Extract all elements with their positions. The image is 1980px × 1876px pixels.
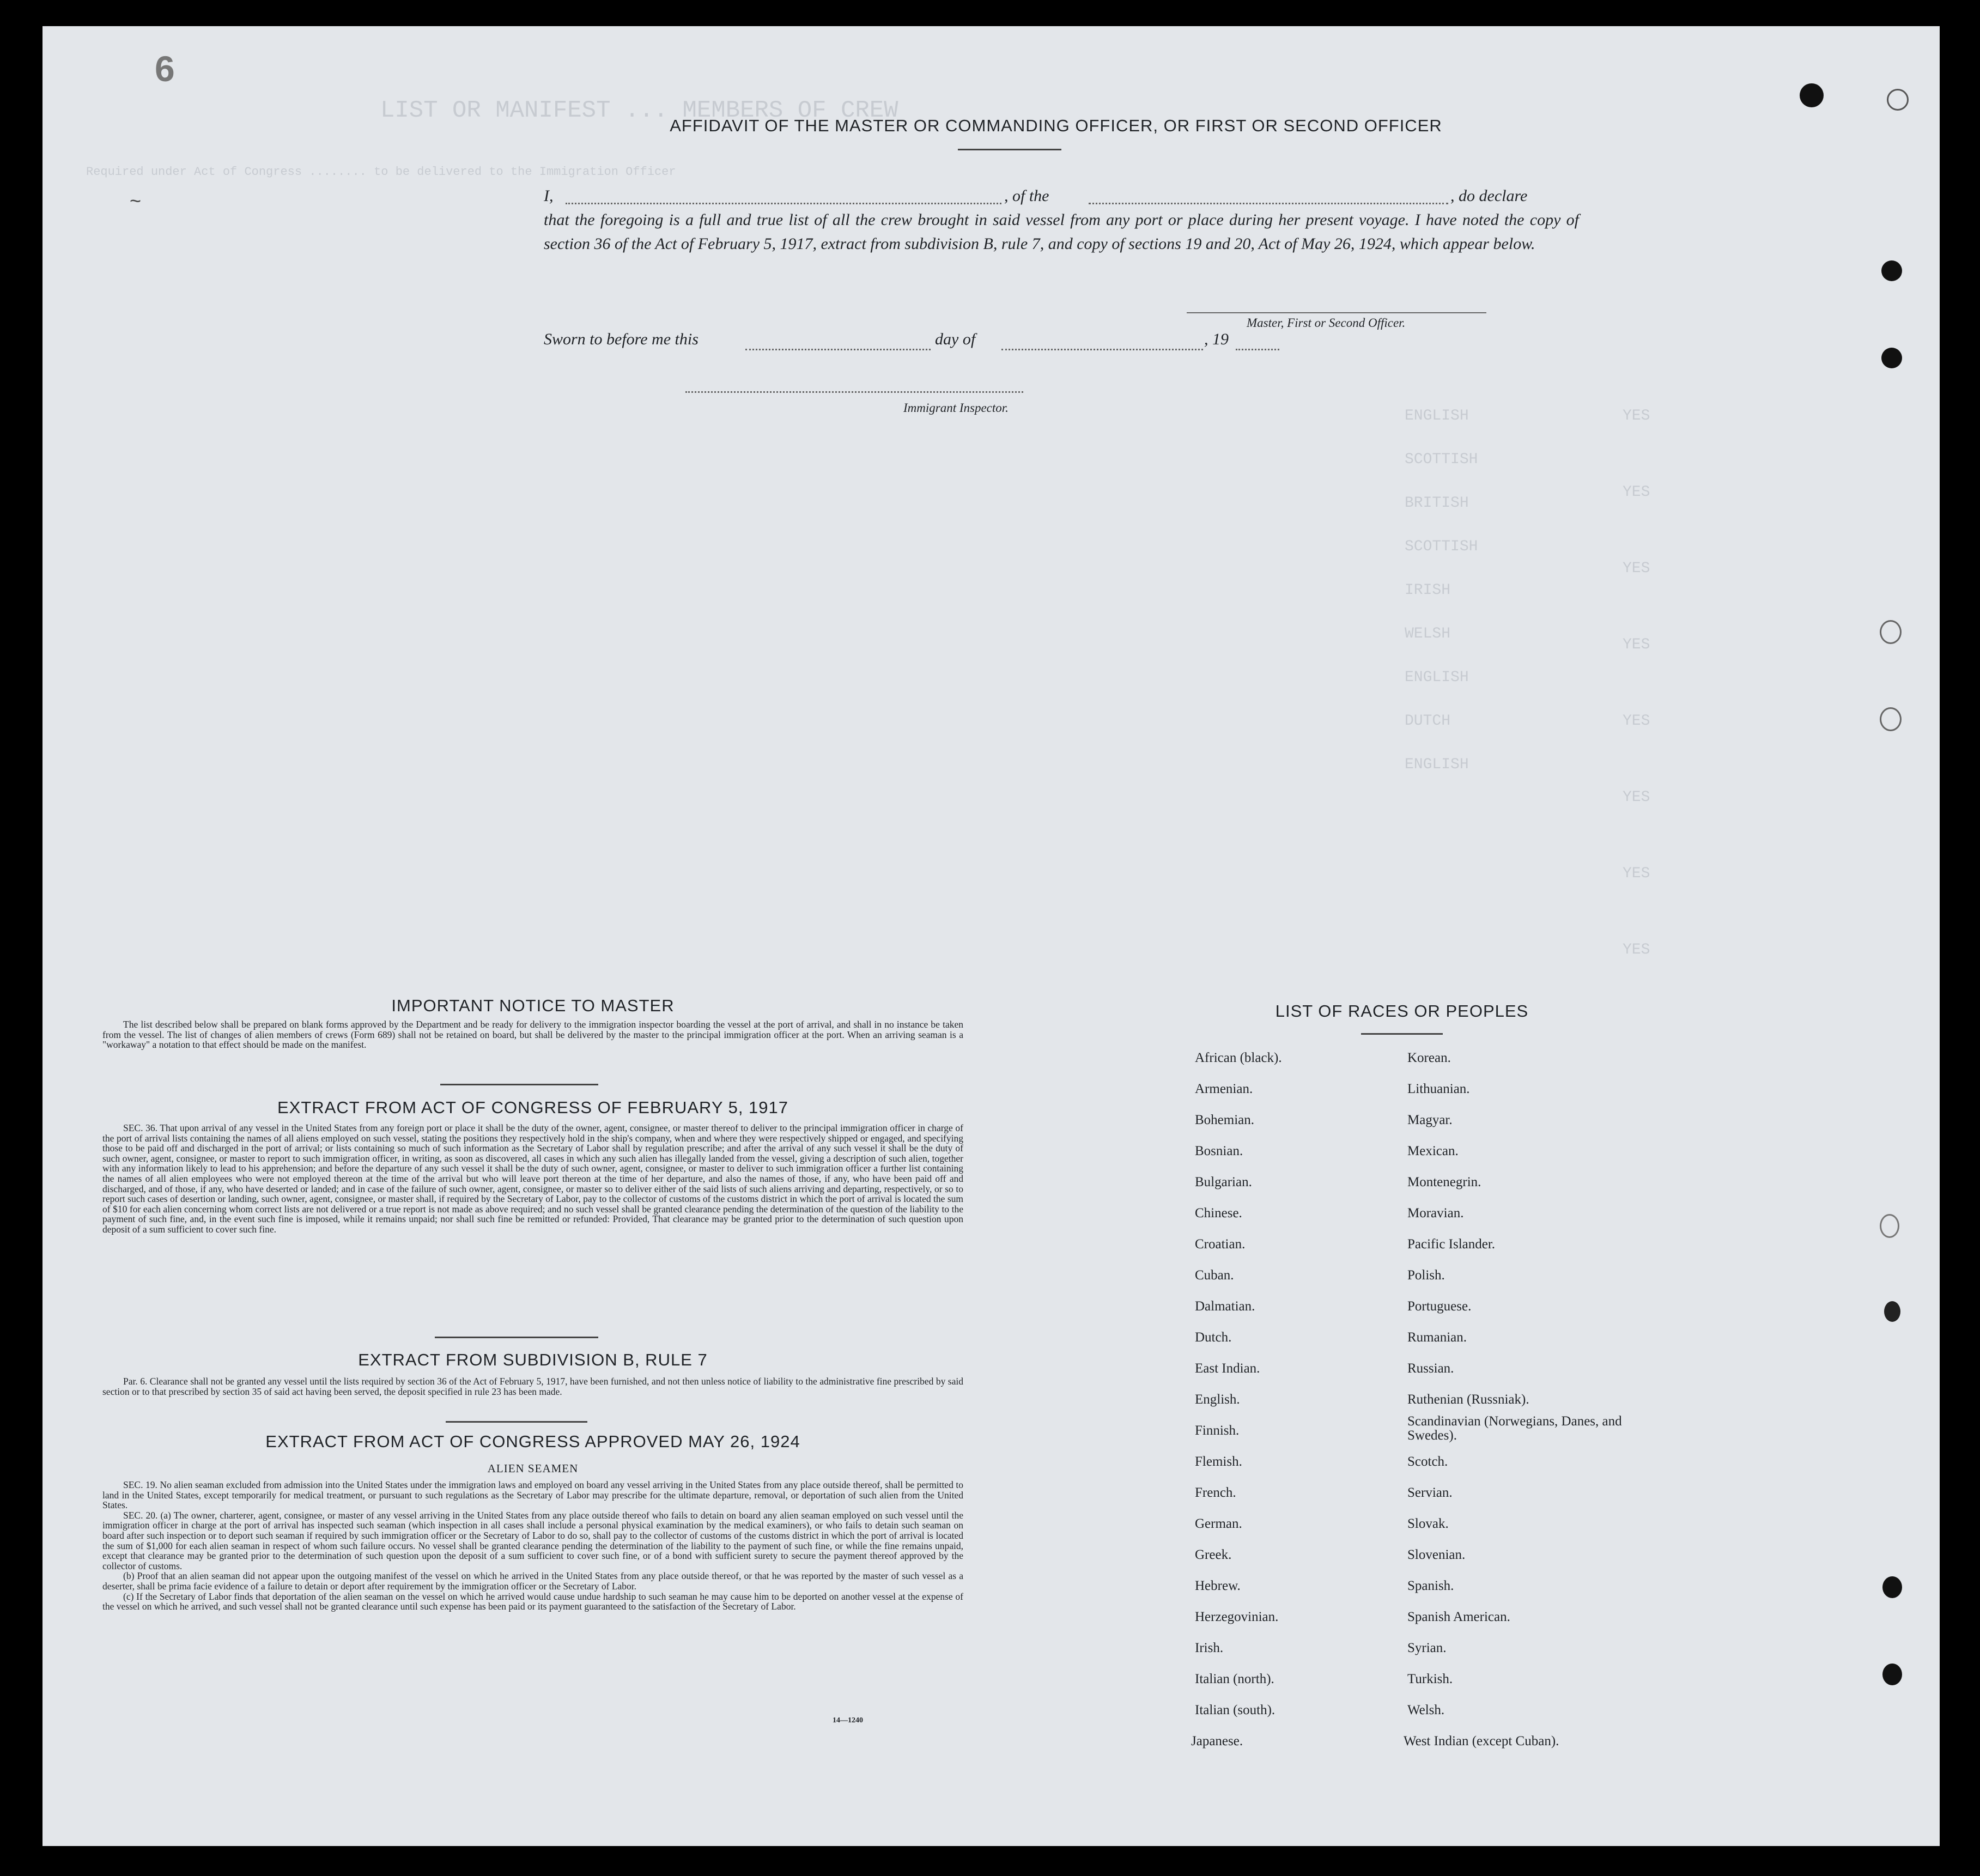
affidavit-statement xyxy=(544,184,1579,256)
section-20b-text: (b) Proof that an alien seaman did not appear upon the outgoing manifest of the vessel on which he arrived in the United States from any place outside thereof, or that he was reported by the master of such vessel as a deserter, shall be prima facie evidence of a failure to detain or deport after requirement by the immigration officer or the Secretary of Labor. xyxy=(102,1570,963,1592)
race-item: Dalmatian. xyxy=(1195,1299,1255,1314)
race-item: Pacific Islander. xyxy=(1407,1237,1496,1252)
section-19-text: SEC. 19. No alien seaman excluded from admission into the United States under the immigration laws and employed on board any vessel arriving in the United States from any place outside thereof, shall be permitted to land in the United States, except temporarily for medical treatment, or pursuant to such regulations as the Secretary of Labor may prescribe for the ultimate departure, removal, or deportation of such alien from the United States. xyxy=(102,1479,963,1511)
section-20c-text: (c) If the Secretary of Labor finds that deportation of the alien seaman on the vessel on which he arrived would cause undue hardship to such seaman he may cause him to be deported on another vessel at the expense of the vessel on which he arrived, and such vessel shall not be granted clearance until such expense has been paid or its payment guaranteed to the satisfaction of the Secretary of Labor. xyxy=(102,1590,963,1612)
notice-title: IMPORTANT NOTICE TO MASTER xyxy=(391,996,675,1015)
race-item: Chinese. xyxy=(1195,1206,1242,1221)
races-title-rule xyxy=(1361,1033,1443,1035)
race-item: Moravian. xyxy=(1407,1206,1464,1221)
race-item: Finnish. xyxy=(1195,1423,1240,1438)
binding-hole-icon xyxy=(1882,1576,1902,1598)
race-item: Magyar. xyxy=(1407,1113,1453,1127)
race-item: Scandinavian (Norwegians, Danes, and Swedes). xyxy=(1407,1414,1622,1443)
affidavit-declare-label: , do declare xyxy=(1450,187,1528,205)
race-item: Cuban. xyxy=(1195,1268,1234,1283)
signature-label: Master, First or Second Officer. xyxy=(1247,316,1406,330)
binding-hole-icon xyxy=(1881,348,1902,368)
race-item: Mexican. xyxy=(1407,1144,1459,1158)
affidavit-title-rule xyxy=(958,149,1061,150)
sworn-year-blank[interactable] xyxy=(1236,349,1279,350)
race-item: Croatian. xyxy=(1195,1237,1246,1252)
race-item: Rumanian. xyxy=(1407,1330,1467,1345)
sworn-month-blank[interactable] xyxy=(1001,349,1203,350)
extract-1917-rule xyxy=(435,1337,598,1338)
form-number: 14—1240 xyxy=(833,1716,863,1725)
day-of-label: day of xyxy=(935,330,976,348)
race-item: French. xyxy=(1195,1485,1236,1500)
affidavit-title: AFFIDAVIT OF THE MASTER OR COMMANDING OFFICER, OR FIRST OR SECOND OFFICER xyxy=(670,116,1442,135)
extract-1917-body xyxy=(102,1123,963,1235)
extract-1917-title: EXTRACT FROM ACT OF CONGRESS OF FEBRUARY 5, 1917 xyxy=(277,1098,789,1117)
race-item: Korean. xyxy=(1407,1051,1451,1065)
race-item: Welsh. xyxy=(1407,1703,1445,1717)
race-item: Bulgarian. xyxy=(1195,1175,1252,1189)
extract-rule7-rule xyxy=(446,1421,587,1423)
section-36-text: SEC. 36. That upon arrival of any vessel in the United States from any foreign port or place it shall be the duty of the owner, agent, consignee, or master thereof to deliver to the principal immigration officer in charge of the port of arrival lists containing the names of all aliens employed on such vessel, stating the positions they respectively hold in the ship's company, when and where they were respectively shipped or engaged, and specifying those to be paid off and discharged in the port of arrival; or lists containing so much of such information as the Secretary of Labor shall by regulation prescribe; and after the arrival of any such vessel it shall be the duty of such owner, agent, consignee, or master to report to such immigration officer, in writing, as soon as discovered, all cases in which any such alien has illegally landed from the vessel, giving a description of such alien, together with any information likely to lead to his apprehension; and before the departure of any such vessel it shall be the duty of such owner, agent, consignee, or master to deliver to such immigration officer a further list containing the names of all alien employees who were not employed thereon at the time of the arrival but who will leave port thereon at the time of her departure, and also the names of those, if any, who have been paid off and discharged, and of those, if any, who have deserted or landed; and in case of the failure of such owner, agent, consignee, or master so to deliver either of the said lists of such aliens arriving and departing, respectively, or so to report such cases of desertion or landing, such owner, agent, consignee, or master shall, if required by the Secretary of Labor, pay to the collector of customs of the customs district in which the port of arrival is located the sum of $10 for each alien concerning whom correct lists are not delivered or a true report is not made as above required; and no such vessel shall be granted clearance pending the determination of the question of the liability to the payment of such fine, and, in the event such fine is imposed, while it remains unpaid; nor shall such fine be remitted or refunded: Provided, That clearance may be granted prior to the determination of such question upon deposit of a sum sufficient to cover such fine. xyxy=(102,1122,963,1235)
race-item: Servian. xyxy=(1407,1485,1453,1500)
binding-hole-icon xyxy=(1880,1214,1899,1238)
race-item: Slovak. xyxy=(1407,1516,1449,1531)
inspector-label: Immigrant Inspector. xyxy=(903,401,1009,415)
race-item: German. xyxy=(1195,1516,1242,1531)
sworn-prefix: Sworn to before me this xyxy=(544,330,699,348)
race-item: Scotch. xyxy=(1407,1454,1448,1469)
binding-hole-icon xyxy=(1884,1301,1900,1322)
race-item: Syrian. xyxy=(1407,1641,1447,1655)
year-prefix: , 19 xyxy=(1204,330,1229,348)
race-item: Armenian. xyxy=(1195,1082,1253,1096)
race-item: Bohemian. xyxy=(1195,1113,1255,1127)
alien-seamen-subtitle: ALIEN SEAMEN xyxy=(487,1462,579,1475)
race-item: Slovenian. xyxy=(1407,1547,1466,1562)
name-blank[interactable] xyxy=(566,203,1001,204)
extract-rule7-title: EXTRACT FROM SUBDIVISION B, RULE 7 xyxy=(358,1350,708,1369)
race-item: Flemish. xyxy=(1195,1454,1242,1469)
races-title: LIST OF RACES OR PEOPLES xyxy=(1275,1001,1529,1021)
race-item: Russian. xyxy=(1407,1361,1454,1376)
sworn-day-blank[interactable] xyxy=(745,349,931,350)
race-item: African (black). xyxy=(1195,1051,1282,1065)
race-item: Spanish American. xyxy=(1407,1610,1510,1624)
race-item: East Indian. xyxy=(1195,1361,1260,1376)
notice-body xyxy=(102,1019,963,1050)
race-item: Polish. xyxy=(1407,1268,1445,1283)
race-item: Italian (south). xyxy=(1195,1703,1276,1717)
binding-hole-icon xyxy=(1880,707,1902,731)
notice-rule xyxy=(440,1084,598,1085)
race-item: Irish. xyxy=(1195,1641,1224,1655)
race-item: Italian (north). xyxy=(1195,1672,1274,1686)
race-item: Dutch. xyxy=(1195,1330,1232,1345)
extract-1924-title: EXTRACT FROM ACT OF CONGRESS APPROVED MAY 26, 1924 xyxy=(265,1432,800,1451)
race-item: Spanish. xyxy=(1407,1578,1454,1593)
binding-hole-icon xyxy=(1882,1663,1902,1685)
race-item: Turkish. xyxy=(1407,1672,1453,1686)
binding-hole-icon xyxy=(1800,83,1824,107)
signature-line[interactable] xyxy=(1187,312,1486,313)
inspector-signature-line[interactable] xyxy=(685,391,1023,393)
race-item: Ruthenian (Russniak). xyxy=(1407,1392,1529,1407)
race-item: Bosnian. xyxy=(1195,1144,1243,1158)
race-item: Lithuanian. xyxy=(1407,1082,1470,1096)
race-item: Montenegrin. xyxy=(1407,1175,1481,1189)
race-item: Herzegovinian. xyxy=(1195,1610,1279,1624)
race-item: English. xyxy=(1195,1392,1240,1407)
section-20a-text: SEC. 20. (a) The owner, charterer, agent, consignee, or master of any vessel arriving in the United States from any place outside thereof who fails to detain on board any alien seaman employed on such vessel until the immigration officer in charge at the port of arrival has inspected such seaman (which inspection in all cases shall include a personal physical examination by the medical examiners), or who fails to detain such seaman on board after such inspection or to deport such seaman if required by such immigration officer or the Secretary of Labor to do so, shall pay to the collector of customs of the customs district in which the port of arrival is located the sum of $1,000 for each alien seaman in respect of whom such failure occurs. No vessel shall be granted clearance pending the determination of the liability to the payment of such fine, or while the fine remains unpaid, except that clearance may be granted prior to the determination of such question upon the deposit of a sum sufficient to cover such fine, or of a bond with sufficient surety to secure the payment thereof approved by the collector of customs. xyxy=(102,1509,963,1571)
race-item: Hebrew. xyxy=(1195,1578,1241,1593)
race-item: West Indian (except Cuban). xyxy=(1404,1734,1559,1748)
affidavit-body: that the foregoing is a full and true list of all the crew brought in said vessel from any port or place during her present voyage. I have noted the copy of section 36 of the Act of February 5, 1917, extract from subdivision B, rule 7, and copy of sections 19 and 20, Act of May 26, 1924, which appear below. xyxy=(544,211,1579,253)
extract-rule7-body xyxy=(102,1376,963,1397)
document-page: LIST OR MANIFEST ... MEMBERS OF CREW Required under Act of Congress ........ to be delivered to the Immigration Officer YES YES YES YES YES YES YES YES ENGLISH SCOTTISH BRITISH SCOTTISH IRISH WELSH ENGLISH DUTCH ENGLISH 6 ~ AFFIDAVIT OF THE MASTER OR COMMANDING OFFICER, OR FIRST OR SECOND OFFICER I, , of the , do declare that the foregoing is a full and true list of all the crew brought in said vessel from any port or place during her present voyage. I have noted the copy of section 36 of the Act of February 5, 1917, extract from subdivision B, rule 7, and copy of sections 19 and 20, Act of May 26, 1924, which appear below. Master, First or Second Officer. Sworn to before me this day of , 19 Immigrant Inspector. IMPORTANT NOTICE TO MASTER The list described below shall be prepared on blank forms approved by the Department and be ready for delivery to the immigration inspector boarding the vessel at the port of arrival, and shall in no instance be taken from the vessel. The list of changes of alien members of crews (Form 689) shall not be retained on board, but shall be delivered by the master to the principal immigration officer at the port. When an arriving seaman is a "workaway" a notation to that effect should be made on the manifest. EXTRACT FROM ACT OF CONGRESS OF FEBRUARY 5, 1917 SEC. 36. That upon arrival of any vessel in the United States from any foreign port or place it shall be the duty of the owner, agent, consignee, or master thereof to deliver to the principal immigration officer in charge of the port of arrival lists containing the names of all aliens employed on such vessel, stating the positions they respectively hold in the ship's company, when and where they were respectively shipped or engaged, and specifying those to be paid off and discharged in the port of arrival; or lists containing so much of such information as the Secretary of Labor shall by regulation prescribe; and after the arrival of any such vessel it shall be the duty of such owner, agent, consignee, or master to report to such immigration officer, in writing, as soon as discovered, all cases in which any such alien has illegally landed from the vessel, giving a description of such alien, together with any information likely to lead to his apprehension; and before the departure of any such vessel it shall be the duty of such owner, agent, consignee, or master to deliver to such immigration officer a further list containing the names of all alien employees who were not employed thereon at the time of the arrival but who will leave port thereon at the time of her departure, and also the names of those, if any, who have been paid off and discharged, and of those, if any, who have deserted or landed; and in case of the failure of such owner, agent, consignee, or master so to deliver either of the said lists of such aliens arriving and departing, respectively, or so to report such cases of desertion or landing, such owner, agent, consignee, or master shall, if required by the Secretary of Labor, pay to the collector of customs of the customs district in which the port of arrival is located the sum of $10 for each alien concerning whom correct lists are not delivered or a true report is not made as above required; and no such vessel shall be granted clearance pending the determination of the question of the liability to the payment of such fine, and, in the event such fine is imposed, while it remains unpaid; nor shall such fine be remitted or refunded: Provided, That clearance may be granted prior to the determination of such question upon deposit of a sum sufficient to cover such fine. EXTRACT FROM SUBDIVISION B, RULE 7 Par. 6. Clearance shall not be granted any vessel until the lists required by section 36 of the Act of February 5, 1917, have been furnished, and not then unless notice of liability to the administrative fine prescribed by said section or to that prescribed by section 35 of said act having been served, the deposit specified in rule 23 has been made. EXTRACT FROM ACT OF CONGRESS APPROVED MAY 26, 1924 ALIEN SEAMEN SEC. 19. No alien seaman excluded from admission into the United States under the immigration laws and employed on board any vessel arriving in the United States from any place outside thereof, shall be permitted to land in the United States, except temporarily for medical treatment, or pursuant to such regulations as the Secretary of Labor may prescribe for the ultimate departure, removal, or deportation of such alien from the United States. SEC. 20. (a) The owner, charterer, agent, consignee, or master of any vessel arriving in the United States from any place outside thereof who fails to detain on board any alien seaman employed on such vessel until the immigration officer in charge at the port of arrival has inspected such seaman (which inspection in all cases shall include a personal physical examination by the medical examiners), or who fails to detain such seaman on board after such inspection or to deport such seaman if required by such immigration officer or the Secretary of Labor to do so, shall pay to the collector of customs of the customs district in which the port of arrival is located the sum of $1,000 for each alien seaman in respect of whom such failure occurs. No vessel shall be granted clearance pending the determination of the liability to the payment of such fine, or while the fine remains unpaid, except that clearance may be granted prior to the determination of such question upon the deposit of a sum sufficient to cover such fine, or of a bond with sufficient surety to secure the payment thereof approved by the collector of customs. (b) Proof that an alien seaman did not appear upon the outgoing manifest of the vessel on which he arrived in the United States from any place outside thereof, or that he was reported by the master of such vessel as a deserter, shall be prima facie evidence of a failure to detain or deport after requirement by the immigration officer or the Secretary of Labor. (c) If the Secretary of Labor finds that deportation of the alien seaman on the vessel on which he arrived would cause undue hardship to such seaman he may cause him to be deported on another vessel at the expense of the vessel on which he arrived, and such vessel shall not be granted clearance until such expense has been paid or its payment guaranteed to the satisfaction of the Secretary of Labor. 14—1240 LIST OF RACES OR PEOPLES African (black). Armenian. Bohemian. Bosnian. Bulgarian. Chinese. Croatian. Cuban. Dalmatian. Dutch. East Indian. English. Finnish. Flemish. French. German. Greek. Hebrew. Herzegovinian. Irish. Italian (north). Italian (south). Japanese. Korean. Lithuanian. Magyar. Mexican. Montenegrin. Moravian. Pacific Islander. Polish. Portuguese. Rumanian. Russian. Ruthenian (Russniak). Scandinavian (Norwegians, Danes, and Swedes). Scotch. Servian. Slovak. Slovenian. Spanish. Spanish American. Syrian. Turkish. Welsh. West Indian (except Cuban). xyxy=(42,26,1940,1846)
extract-1924-body xyxy=(102,1480,963,1612)
race-item: Greek. xyxy=(1195,1547,1232,1562)
ink-smudge: ~ xyxy=(130,190,142,212)
race-item: Portuguese. xyxy=(1407,1299,1472,1314)
notice-paragraph: The list described below shall be prepared on blank forms approved by the Department and be ready for delivery to the immigration inspector boarding the vessel at the port of arrival, and shall in no instance be taken from the vessel. The list of changes of alien members of crews (Form 689) shall not be retained on board, but shall be delivered by the master to the principal immigration officer at the port. When an arriving seaman is a "workaway" a notation to that effect should be made on the manifest. xyxy=(102,1019,963,1051)
binding-hole-icon xyxy=(1881,260,1902,281)
sworn-line xyxy=(544,330,1307,354)
race-item: Japanese. xyxy=(1191,1734,1243,1748)
affidavit-i-label: I, xyxy=(544,187,554,205)
vessel-blank[interactable] xyxy=(1089,203,1448,204)
binding-hole-icon xyxy=(1880,620,1902,644)
rule7-paragraph-6: Par. 6. Clearance shall not be granted any vessel until the lists required by section 36 of the Act of February 5, 1917, have been furnished, and not then unless notice of liability to the administrative fine prescribed by said section or to that prescribed by section 35 of said act having been served, the deposit specified in rule 23 has been made. xyxy=(102,1376,963,1397)
binding-hole-icon xyxy=(1887,89,1909,111)
affidavit-of-the-label: , of the xyxy=(1004,187,1049,205)
page-corner-mark: 6 xyxy=(155,48,175,89)
